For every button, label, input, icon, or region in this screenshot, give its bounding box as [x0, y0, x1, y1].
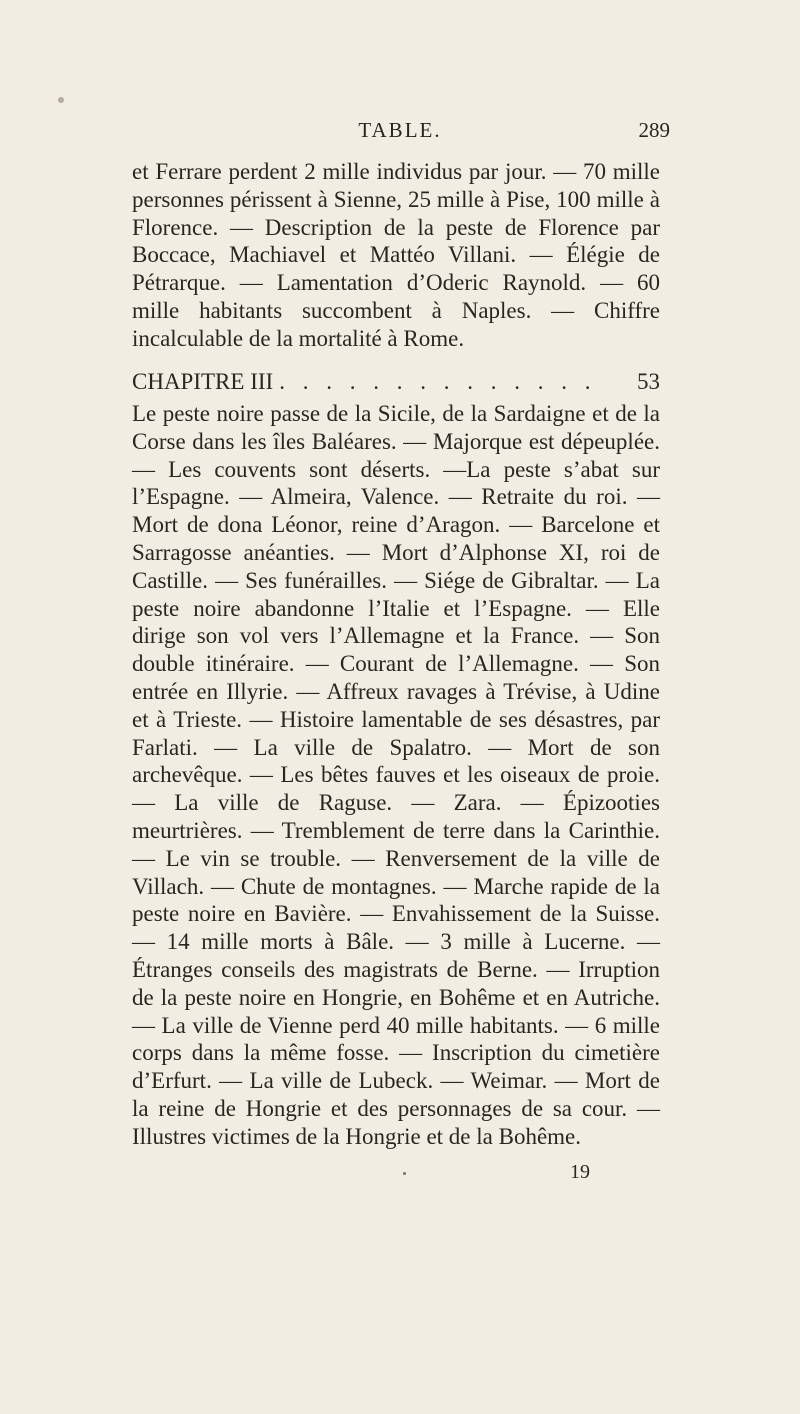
ink-speck: [58, 97, 64, 103]
running-head: TABLE.: [358, 118, 442, 142]
dot-leader: . . . . . . . . . . . . . .: [279, 369, 597, 394]
chapter-page-number: 53: [637, 369, 660, 394]
chapter-summary: Le peste noire passe de la Sicile, de la Sardaigne et de la Corse dans les îles Baléares. — Majorque est dépeuplée. — Les couvents sont déserts. —La peste s’abat sur l’Espagne. — Almeira, Valence. — Retraite du roi. — Mort de dona Léonor, reine d’Aragon. — Barcelone et Sarragosse anéanties. — Mort d’Alphonse XI, roi de Castille. — Ses funérailles. — Siége de Gibraltar. — La peste noire abandonne l’Italie et l’Espagne. — Elle dirige son vol vers l’Allemagne et la France. — Son double itinéraire. — Courant de l’Allemagne. — Son entrée en Illyrie. — Affreux ravages à Trévise, à Udine et à Trieste. — Histoire lamentable de ses désastres, par Farlati. — La ville de Spalatro. — Mort de son archevêque. — Les bêtes fauves et les oiseaux de proie. — La ville de Raguse. — Zara. — Épizooties meurtrières. — Tremblement de terre dans la Carinthie. — Le vin se trouble. — Renversement de la ville de Villach. — Chute de montagnes. — Marche rapide de la peste noire en Bavière. — Envahissement de la Suisse. — 14 mille morts à Bâle. — 3 mille à Lucerne. — Étranges conseils des magistrats de Berne. — Irruption de la peste noire en Hongrie, en Bohême et en Autriche. — La ville de Vienne perd 40 mille habitants. — 6 mille corps dans la même fosse. — Inscription du cimetière d’Erfurt. — La ville de Lubeck. — Weimar. — Mort de la reine de Hongrie et des personnages de sa cour. — Illustres victimes de la Hongrie et de la Bohême.: [132, 401, 660, 1149]
page-header: [0, 118, 800, 146]
printer-mark: [403, 1172, 406, 1175]
page-number: 289: [638, 118, 670, 142]
signature-mark: 19: [570, 1161, 590, 1183]
chapter-title: CHAPITRE III: [132, 369, 274, 394]
chapter-entry: [132, 368, 660, 396]
paragraph-continuation: et Ferrare perdent 2 mille individus par jour. — 70 mille personnes périssent à Sienne, 25 mille à Pise, 100 mille à Florence. — Description de la peste de Florence par Boccace, Machiavel et Mattéo Villani. — Élégie de Pétrarque. — Lamentation d’Oderic Raynold. — 60 mille habitants succombent à Naples. — Chiffre incalculable de la mortalité à Rome.: [132, 159, 660, 351]
